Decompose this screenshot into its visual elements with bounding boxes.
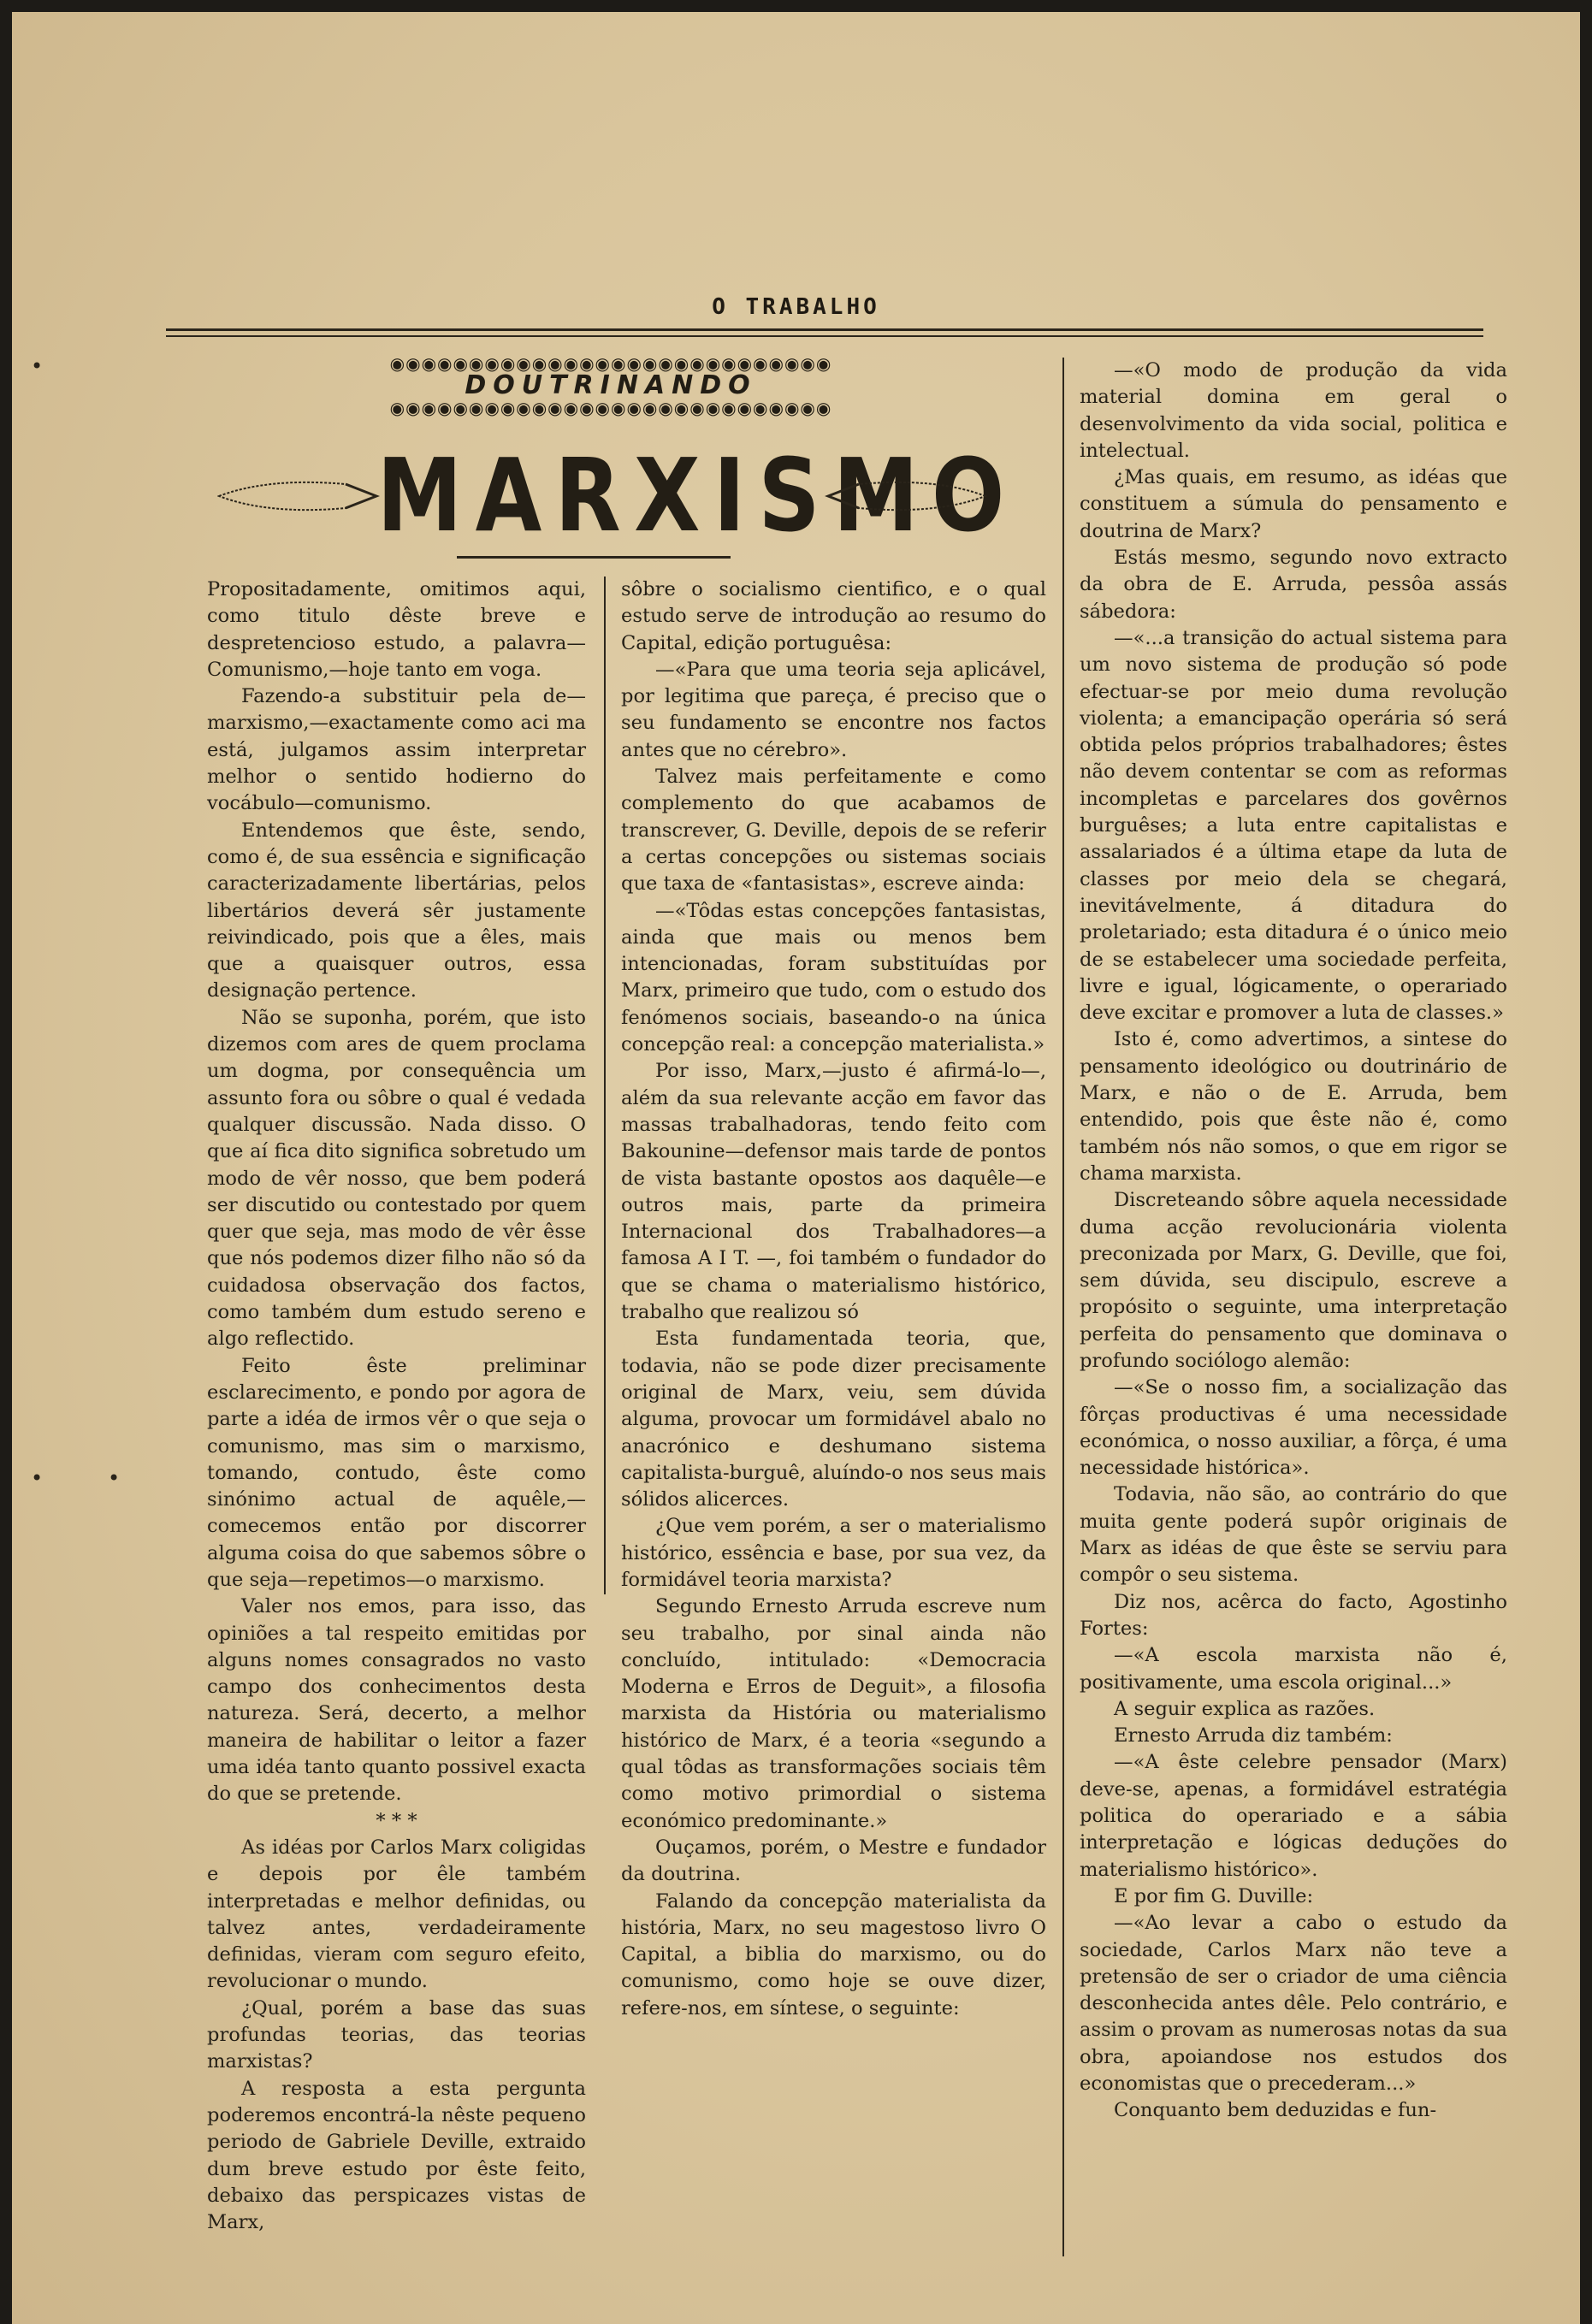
paragraph: ¿Mas quais, em resumo, as idéas que constituem a súmula do pensamento e doutrina de Marx? [1080, 466, 1507, 542]
paragraph: —«...a transição do actual sistema para um novo sistema de produção só pode efectuar-se por meio duma revolução violenta; a emancipação operária só será obtida pelos próprios trabalhadores; êstes não devem contentar se com as reformas incompletas e parcelares dos govêrnos burguêses; a luta entre capitalistas e assalariados é a última etape da luta de classes por meio dela se chegará, inevitávelmente, á ditadura do proletariado; esta ditadura é o único meio de se estabelecer uma sociedade perfeita, livre e igual, lógicamente, o operariado deve excitar e promover a luta de classes.» [1080, 626, 1507, 1025]
left-flourish-ornament [217, 479, 380, 513]
masthead: O TRABALHO [712, 294, 880, 320]
right-flourish-ornament [825, 479, 987, 513]
paragraph: Esta fundamentada teoria, que, todavia, não se pode dizer precisamente original de Marx, veiu, sem dúvida alguma, provocar um formidável abalo no anacrónico e deshumano sistema capitalista-burguê, aluíndo-o nos seus mais sólidos alicerces. [621, 1328, 1046, 1511]
column-2 [621, 577, 1046, 2022]
paragraph: Valer nos emos, para isso, das opiniões a tal respeito emitidas por alguns nomes consagrados no vasto campo dos conhecimentos desta natureza. Será, decerto, a melhor maneira de habilitar o leitor a fazer uma idéa tanto quanto possivel exacta do que se pretende. [207, 1595, 586, 1806]
section-label: DOUTRINANDO [465, 370, 757, 400]
newspaper-page [12, 12, 1580, 2324]
paragraph: Segundo Ernesto Arruda escreve num seu trabalho, por sinal ainda não concluído, intitulado: «Democracia Moderna e Erros de Deguit», a filosofia marxista da História ou materialismo histórico de Marx, é a teoria «segundo a qual tôdas as transformações sociais têm como motivo primordial o sistema económico predominante.» [621, 1595, 1046, 1832]
binding-hole-mark: • [31, 1466, 44, 1490]
paragraph: Discreteando sôbre aquela necessidade duma acção revolucionária violenta preconizada por Marx, G. Deville, que foi, sem dúvida, seu discipulo, escreve a propósito o seguinte, uma interpretação perfeita do pensamento que dominava o profundo sociólogo alemão: [1080, 1189, 1507, 1372]
paragraph: Falando da concepção materialista da história, Marx, no seu magestoso livro O Capital, a biblia do marxismo, ou do comunismo, como hoje se ouve dizer, refere-nos, em síntese, o seguinte: [621, 1889, 1046, 2019]
paragraph: —«Se o nosso fim, a socialização das fôrças productivas é uma necessidade económica, o nosso auxiliar, a fôrça, é uma necessidade histórica». [1080, 1376, 1507, 1480]
paragraph: A resposta a esta pergunta poderemos encontrá-la nêste pequeno periodo de Gabriele Deville, extraido dum breve estudo por êste feito, debaixo das perspicazes vistas de Marx, [207, 2077, 586, 2234]
paragraph: Todavia, não são, ao contrário do que muita gente poderá supôr originais de Marx as idéas de que êste se serviu para compôr o seu sistema. [1080, 1483, 1507, 1587]
paragraph: Ouçamos, porém, o Mestre e fundador da doutrina. [621, 1836, 1046, 1886]
paragraph: sôbre o socialismo cientifico, e o qual estudo serve de introdução ao resumo do Capital, edição portuguêsa: [621, 578, 1046, 654]
paragraph: ¿Que vem porém, a ser o materialismo histórico, essência e base, por sua vez, da formidável teoria marxista? [621, 1515, 1046, 1591]
section-header [337, 353, 885, 418]
column-divider-left [604, 577, 606, 1594]
paragraph: A seguir explica as razões. [1114, 1697, 1376, 1720]
paragraph: Por isso, Marx,—justo é afirmá-lo—, além da sua relevante acção em favor das massas trabalhadoras, tendo feito com Bakounine—defensor mais tarde de pontos de vista bastante opostos aos daquêle—e outros mais, parte da primeira Internacional dos Trabalhadores—a famosa A I T. —, foi também o fundador do que se chama o materialismo histórico, trabalho que realizou só [621, 1060, 1046, 1324]
column-divider-right [1062, 358, 1064, 2256]
binding-hole-mark: • [108, 1466, 121, 1490]
paragraph: —«Tôdas estas concepções fantasistas, ainda que mais ou menos bem intencionadas, foram substituídas por Marx, primeiro que tudo, com o estudo dos fenómenos sociais, baseando-o na única concepção real: a concepção materialista.» [621, 899, 1046, 1056]
paragraph: —«Ao levar a cabo o estudo da sociedade, Carlos Marx não teve a pretensão de ser o criador de uma ciência desconhecida antes dêle. Pelo contrário, e assim o provam as numerosas notas da sua obra, apoiandose nos estudos dos economistas que o precederam...» [1080, 1912, 1507, 2095]
column-3 [1080, 358, 1507, 2125]
column-1 [207, 577, 586, 2236]
ornament-dots-top: ◉◉◉◉◉◉◉◉◉◉◉◉◉◉◉◉◉◉◉◉◉◉◉◉◉◉◉◉ [389, 353, 832, 374]
paragraph: Fazendo-a substituir pela de—marxismo,—exactamente como aci ma está, julgamos assim interpretar melhor o sentido hodierno do vocábulo—comunismo. [207, 685, 586, 815]
title-underline [457, 556, 731, 559]
section-break-asterisks: * * * [376, 1809, 417, 1832]
ornament-dots-bottom: ◉◉◉◉◉◉◉◉◉◉◉◉◉◉◉◉◉◉◉◉◉◉◉◉◉◉◉◉ [389, 398, 832, 418]
paragraph: —«Para que uma teoria seja aplicável, por legitima que pareça, é preciso que o seu fundamento se encontre nos factos antes que no cérebro». [621, 658, 1046, 761]
masthead-rule-bottom [166, 335, 1483, 337]
paragraph: Entendemos que êste, sendo, como é, de sua essência e significação caracterizadamente libertárias, pelos libertários deverá sêr justamente reivindicado, pois que a êles, mais que a quaisquer outros, essa designação pertence. [207, 819, 586, 1002]
article-title: MARXISMO [376, 436, 1018, 554]
paragraph: As idéas por Carlos Marx coligidas e depois por êle também interpretadas e melhor definidas, ou talvez antes, verdadeiramente definidas, vieram com seguro efeito, revolucionar o mundo. [207, 1836, 586, 1993]
paragraph: Conquanto bem deduzidas e fun- [1114, 2099, 1437, 2122]
paragraph: —«O modo de produção da vida material domina em geral o desenvolvimento da vida social, politica e intelectual. [1080, 359, 1507, 462]
paragraph: —«A êste celebre pensador (Marx) deve-se, apenas, a formidável estratégia politica do operariado e a sábia interpretação e lógicas deduções do materialismo histórico». [1080, 1751, 1507, 1881]
paragraph: Estás mesmo, segundo novo extracto da obra de E. Arruda, pessôa assás sábedora: [1080, 547, 1507, 623]
paragraph: Não se suponha, porém, que isto dizemos com ares de quem proclama um dogma, por consequência um assunto fora ou sôbre o qual é vedada qualquer discussão. Nada disso. O que aí fica dito significa sobretudo um modo de vêr nosso, que bem poderá ser discutido ou contestado por quem quer que seja, mas modo de vêr êsse que nós podemos dizer filho não só da cuidadosa observação dos factos, como também dum estudo sereno e algo reflectido. [207, 1006, 586, 1351]
paragraph: Isto é, como advertimos, a sintese do pensamento ideológico ou doutrinário de Marx, e não o de E. Arruda, bem entendido, pois que êste não é, como também nós não somos, o que em rigor se chama marxista. [1080, 1028, 1507, 1185]
paragraph: Diz nos, acêrca do facto, Agostinho Fortes: [1080, 1590, 1507, 1640]
paragraph: Propositadamente, omitimos aqui, como titulo dêste breve e despretencioso estudo, a palavra—Comunismo,—hoje tanto em voga. [207, 578, 586, 681]
paragraph: ¿Qual, porém a base das suas profundas teorias, das teorias marxistas? [207, 1996, 586, 2073]
binding-hole-mark: • [31, 354, 44, 378]
paragraph: Feito êste preliminar esclarecimento, e pondo por agora de parte a idéa de irmos vêr o que seja o comunismo, mas sim o marxismo, tomando, contudo, êste como sinónimo actual de aquêle,—comecemos então por discorrer alguma coisa do que sabemos sôbre o que seja—repetimos—o marxismo. [207, 1354, 586, 1591]
paragraph: Talvez mais perfeitamente e como complemento do que acabamos de transcrever, G. Deville, depois de se referir a certas concepções ou sistemas sociais que taxa de «fantasistas», escreve ainda: [621, 766, 1046, 896]
paragraph: Ernesto Arruda diz também: [1114, 1724, 1393, 1747]
masthead-rule-top [166, 328, 1483, 331]
paragraph: —«A escola marxista não é, positivamente, uma escola original...» [1080, 1644, 1507, 1694]
paragraph: E por fim G. Duville: [1114, 1884, 1314, 1907]
title-block [217, 436, 1018, 554]
